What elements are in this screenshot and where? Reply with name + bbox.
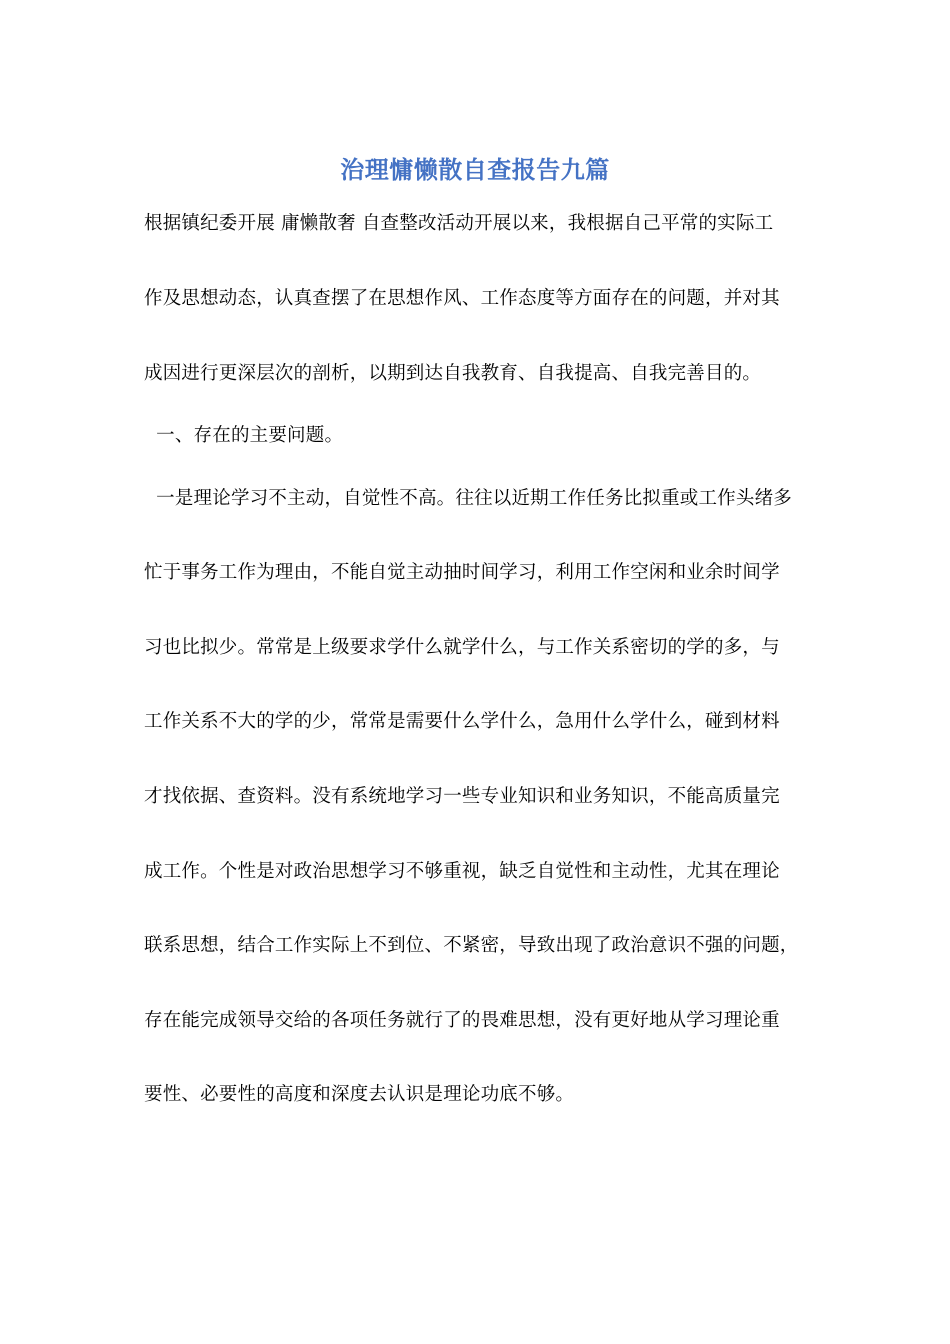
paragraph-line: 工作关系不大的学的少，常常是需要什么学什么，急用什么学什么，碰到材料 (144, 711, 780, 732)
paragraph-line: 联系思想，结合工作实际上不到位、不紧密，导致出现了政治意识不强的问题， (144, 935, 799, 956)
paragraph-line: 存在能完成领导交给的各项任务就行了的畏难思想，没有更好地从学习理论重 (144, 1010, 780, 1031)
paragraph-line: 忙于事务工作为理由，不能自觉主动抽时间学习，利用工作空闲和业余时间学 (144, 562, 780, 583)
paragraph-line: 要性、必要性的高度和深度去认识是理论功底不够。 (144, 1084, 575, 1105)
document-title: 治理慵懒散自查报告九篇 (340, 155, 610, 184)
paragraph-line: 作及思想动态，认真查摆了在思想作风、工作态度等方面存在的问题，并对其 (144, 288, 780, 309)
paragraph-line: 根据镇纪委开展 庸懒散奢 自查整改活动开展以来，我根据自己平常的实际工 (144, 213, 774, 234)
paragraph-line: 才找依据、查资料。没有系统地学习一些专业知识和业务知识，不能高质量完 (144, 786, 780, 807)
paragraph-line: 习也比拟少。常常是上级要求学什么就学什么，与工作关系密切的学的多，与 (144, 637, 780, 658)
section-heading: 一、存在的主要问题。 (144, 425, 344, 446)
paragraph-line: 成因进行更深层次的剖析，以期到达自我教育、自我提高、自我完善目的。 (144, 363, 762, 384)
paragraph-line: 一是理论学习不主动，自觉性不高。往往以近期工作任务比拟重或工作头绪多 (144, 488, 792, 509)
paragraph-line: 成工作。个性是对政治思想学习不够重视，缺乏自觉性和主动性，尤其在理论 (144, 861, 780, 882)
